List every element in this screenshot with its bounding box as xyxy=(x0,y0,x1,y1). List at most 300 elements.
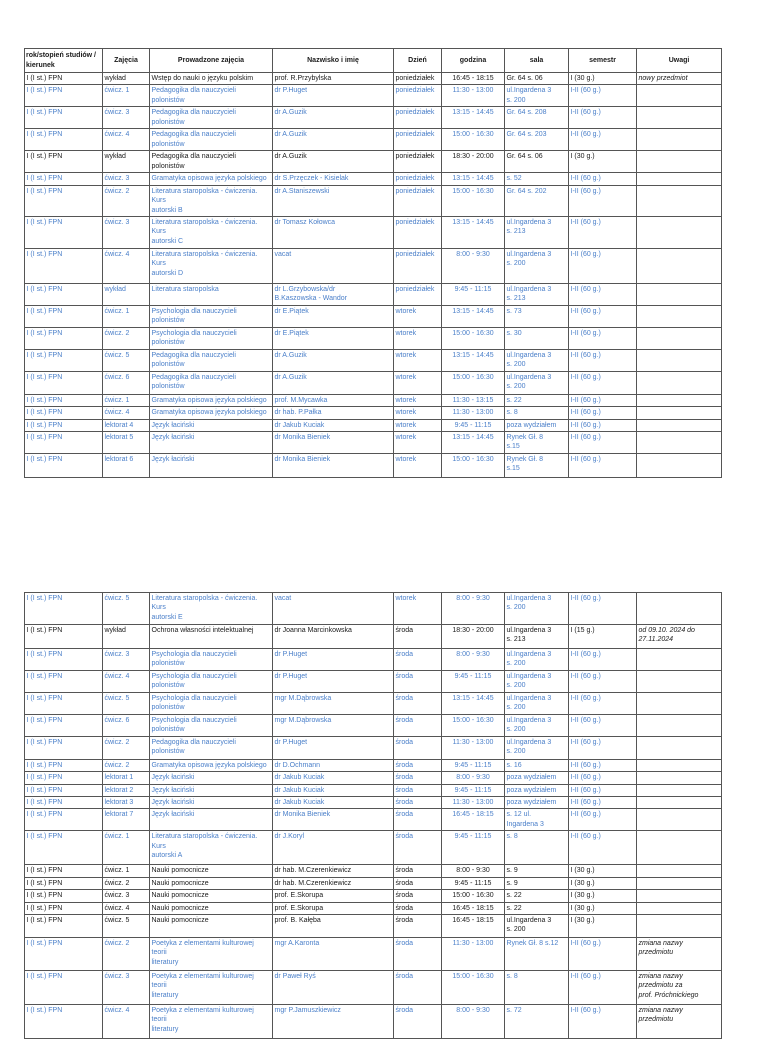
cell-sala-line: s. 200 xyxy=(506,926,526,934)
cell-sala-line: poza wydziałem xyxy=(506,774,557,782)
cell-sala xyxy=(505,151,569,173)
cell-prowadzone-line: Pedagogika dla nauczycieli polonistów xyxy=(151,373,236,391)
cell-zajecia: ćwicz. 6 xyxy=(103,714,150,736)
cell-zajecia: wykład xyxy=(103,284,150,306)
cell-nazwisko-line: dr A.Guzik xyxy=(274,153,307,161)
cell-sala-line: Gr. 64 s. 203 xyxy=(506,131,547,139)
cell-uwagi xyxy=(637,625,722,649)
header-row xyxy=(25,49,722,73)
cell-rok: I (I st.) FPN xyxy=(25,865,103,877)
cell-sala-line: ul.Ingardena 3 xyxy=(506,672,552,680)
cell-godzina: 11:30 - 13:00 xyxy=(442,797,505,809)
cell-prowadzone xyxy=(150,649,273,671)
cell-sala xyxy=(505,129,569,151)
cell-nazwisko xyxy=(273,692,394,714)
cell-semestr: I-II (60 g.) xyxy=(569,593,637,625)
cell-rok: I (I st.) FPN xyxy=(25,692,103,714)
cell-sala-line: poza wydziałem xyxy=(506,799,557,807)
cell-nazwisko xyxy=(273,797,394,809)
cell-semestr: I-II (60 g.) xyxy=(569,107,637,129)
cell-nazwisko xyxy=(273,432,394,454)
cell-prowadzone-line: Wstęp do nauki o języku polskim xyxy=(151,75,254,82)
table-row xyxy=(25,736,722,759)
cell-rok: I (I st.) FPN xyxy=(25,797,103,809)
cell-rok: I (I st.) FPN xyxy=(25,73,103,85)
cell-nazwisko-line: prof. M.Mycawka xyxy=(274,396,328,404)
cell-prowadzone-line: Literatura staropolska - ćwiczenia. xyxy=(151,219,258,227)
cell-uwagi xyxy=(637,349,722,371)
cell-nazwisko-line: dr A.Guzik xyxy=(274,109,307,117)
cell-semestr: I-II (60 g.) xyxy=(569,797,637,809)
cell-sala xyxy=(505,938,569,971)
cell-prowadzone-line: Pedagogika dla nauczycieli polonistów xyxy=(151,131,236,148)
cell-rok: I (I st.) FPN xyxy=(25,649,103,671)
cell-prowadzone-line: Nauki pomocnicze xyxy=(151,917,209,925)
cell-prowadzone xyxy=(150,432,273,454)
cell-dzien: wtorek xyxy=(394,394,442,406)
cell-godzina: 9:45 - 11:15 xyxy=(442,877,505,889)
cell-prowadzone-line: Pedagogika dla nauczycieli polonistów xyxy=(151,153,236,170)
cell-nazwisko-line: prof. E.Skorupa xyxy=(274,904,324,912)
cell-sala-line: Gr. 64 s. 202 xyxy=(506,187,547,195)
cell-zajecia: ćwicz. 1 xyxy=(103,85,150,107)
cell-sala-line: s.15 xyxy=(506,465,520,473)
cell-dzien: środa xyxy=(394,809,442,831)
cell-nazwisko xyxy=(273,670,394,692)
header-sala: sala xyxy=(505,49,569,73)
cell-nazwisko xyxy=(273,249,394,284)
cell-prowadzone xyxy=(150,1005,273,1039)
cell-godzina: 15:00 - 16:30 xyxy=(442,890,505,902)
cell-dzien: wtorek xyxy=(394,454,442,478)
cell-nazwisko xyxy=(273,649,394,671)
cell-rok: I (I st.) FPN xyxy=(25,670,103,692)
cell-nazwisko xyxy=(273,173,394,185)
cell-uwagi xyxy=(637,371,722,394)
table-row xyxy=(25,419,722,431)
table-row xyxy=(25,1005,722,1039)
cell-sala-line: s. 200 xyxy=(506,260,526,268)
cell-dzien: środa xyxy=(394,649,442,671)
cell-dzien: wtorek xyxy=(394,305,442,327)
cell-sala xyxy=(505,784,569,796)
cell-sala-line: s.15 xyxy=(506,443,520,451)
cell-sala-line: s. 72 xyxy=(506,1007,522,1015)
cell-sala-line: s. 12 ul. xyxy=(506,811,532,819)
cell-semestr: I (30 g.) xyxy=(569,877,637,889)
cell-godzina: 13:15 - 14:45 xyxy=(442,692,505,714)
cell-semestr: I-II (60 g.) xyxy=(569,394,637,406)
table-row xyxy=(25,284,722,306)
header-dzien: Dzień xyxy=(394,49,442,73)
cell-uwagi xyxy=(637,915,722,938)
cell-nazwisko xyxy=(273,865,394,877)
table-row xyxy=(25,670,722,692)
cell-nazwisko xyxy=(273,107,394,129)
cell-nazwisko xyxy=(273,772,394,784)
table-row xyxy=(25,797,722,809)
cell-uwagi xyxy=(637,173,722,185)
cell-zajecia: ćwicz. 3 xyxy=(103,173,150,185)
cell-uwagi xyxy=(637,670,722,692)
cell-nazwisko xyxy=(273,593,394,625)
cell-uwagi xyxy=(637,407,722,419)
cell-semestr: I-II (60 g.) xyxy=(569,938,637,971)
cell-prowadzone-line: Ochrona własności intelektualnej xyxy=(151,627,254,634)
cell-dzien: wtorek xyxy=(394,327,442,349)
table-row xyxy=(25,759,722,771)
cell-zajecia: ćwicz. 4 xyxy=(103,407,150,419)
cell-semestr: I-II (60 g.) xyxy=(569,284,637,306)
cell-nazwisko-line: mgr A.Karonta xyxy=(274,940,320,948)
table-row xyxy=(25,173,722,185)
cell-dzien: wtorek xyxy=(394,349,442,371)
cell-nazwisko xyxy=(273,73,394,85)
cell-uwagi xyxy=(637,784,722,796)
cell-dzien: środa xyxy=(394,1005,442,1039)
cell-dzien: środa xyxy=(394,971,442,1005)
cell-semestr: I-II (60 g.) xyxy=(569,432,637,454)
cell-prowadzone xyxy=(150,454,273,478)
cell-prowadzone-line: Poetyka z elementami kulturowej xyxy=(151,973,254,981)
cell-dzien: poniedziałek xyxy=(394,107,442,129)
cell-prowadzone xyxy=(150,915,273,938)
cell-prowadzone xyxy=(150,327,273,349)
cell-zajecia: ćwicz. 3 xyxy=(103,649,150,671)
cell-nazwisko-line: vacat xyxy=(274,251,292,259)
cell-dzien: poniedziałek xyxy=(394,249,442,284)
cell-uwagi xyxy=(637,1005,722,1039)
cell-prowadzone-line: Nauki pomocnicze xyxy=(151,904,209,912)
table-row xyxy=(25,73,722,85)
cell-uwagi xyxy=(637,831,722,865)
cell-dzien: środa xyxy=(394,890,442,902)
cell-prowadzone-line: Pedagogika dla nauczycieli polonistów xyxy=(151,738,236,756)
table-row xyxy=(25,151,722,173)
cell-nazwisko-line: dr Jakub Kuciak xyxy=(274,799,325,807)
cell-dzien: poniedziałek xyxy=(394,73,442,85)
cell-uwagi-line: prof. Próchnickiego xyxy=(638,991,699,999)
cell-prowadzone xyxy=(150,349,273,371)
cell-sala-line: s. 9 xyxy=(506,867,518,875)
cell-dzien: poniedziałek xyxy=(394,217,442,249)
cell-sala-line: s. 30 xyxy=(506,329,522,337)
cell-nazwisko xyxy=(273,454,394,478)
cell-prowadzone xyxy=(150,284,273,306)
cell-uwagi xyxy=(637,877,722,889)
cell-sala-line: s. 200 xyxy=(506,660,526,668)
cell-sala-line: ul.Ingardena 3 xyxy=(506,87,552,95)
table-row xyxy=(25,349,722,371)
cell-nazwisko-line: dr S.Przęczek - Kisielak xyxy=(274,175,349,183)
cell-nazwisko xyxy=(273,371,394,394)
cell-rok: I (I st.) FPN xyxy=(25,394,103,406)
cell-zajecia: ćwicz. 3 xyxy=(103,971,150,1005)
cell-godzina: 15:00 - 16:30 xyxy=(442,971,505,1005)
cell-godzina: 11:30 - 13:00 xyxy=(442,938,505,971)
cell-nazwisko-line: dr A.Guzik xyxy=(274,351,307,359)
cell-zajecia: ćwicz. 2 xyxy=(103,877,150,889)
cell-zajecia: ćwicz. 4 xyxy=(103,902,150,914)
cell-prowadzone-line: Psychologia dla nauczycieli polonistów xyxy=(151,329,237,347)
cell-prowadzone-line: Język łaciński xyxy=(151,456,195,464)
schedule-table-top xyxy=(24,48,722,478)
cell-prowadzone-line: autorski D xyxy=(151,269,184,277)
cell-nazwisko-line: dr Tomasz Kołowca xyxy=(274,219,336,227)
cell-uwagi xyxy=(637,692,722,714)
cell-nazwisko xyxy=(273,407,394,419)
cell-nazwisko xyxy=(273,809,394,831)
cell-rok: I (I st.) FPN xyxy=(25,371,103,394)
cell-semestr: I (30 g.) xyxy=(569,151,637,173)
cell-prowadzone-line: Gramatyka opisowa języka polskiego xyxy=(151,761,267,769)
cell-sala-line: ul.Ingardena 3 xyxy=(506,651,552,658)
cell-sala xyxy=(505,349,569,371)
header-rok: rok/stopień studiów / kierunek xyxy=(25,49,103,73)
cell-prowadzone-line: Kurs xyxy=(151,604,166,612)
cell-rok: I (I st.) FPN xyxy=(25,217,103,249)
cell-sala xyxy=(505,394,569,406)
cell-prowadzone-line: autorski C xyxy=(151,237,184,245)
cell-sala xyxy=(505,902,569,914)
cell-sala-line: ul.Ingardena 3 xyxy=(506,627,552,634)
cell-godzina: 13:15 - 14:45 xyxy=(442,107,505,129)
cell-rok: I (I st.) FPN xyxy=(25,454,103,478)
cell-semestr: I (30 g.) xyxy=(569,902,637,914)
table-row xyxy=(25,305,722,327)
cell-semestr: I-II (60 g.) xyxy=(569,714,637,736)
cell-prowadzone xyxy=(150,407,273,419)
cell-nazwisko xyxy=(273,394,394,406)
cell-prowadzone xyxy=(150,85,273,107)
cell-prowadzone-line: Psychologia dla nauczycieli polonistów xyxy=(151,694,237,712)
cell-sala-line: ul.Ingardena 3 xyxy=(506,595,552,602)
cell-nazwisko-line: dr Jakub Kuciak xyxy=(274,786,325,794)
cell-rok: I (I st.) FPN xyxy=(25,85,103,107)
cell-sala xyxy=(505,692,569,714)
cell-semestr: I-II (60 g.) xyxy=(569,736,637,759)
cell-semestr: I-II (60 g.) xyxy=(569,371,637,394)
table-row xyxy=(25,432,722,454)
cell-prowadzone xyxy=(150,877,273,889)
cell-godzina: 8:00 - 9:30 xyxy=(442,1005,505,1039)
cell-sala-line: ul.Ingardena 3 xyxy=(506,738,552,746)
table-row xyxy=(25,649,722,671)
cell-prowadzone-line: Kurs xyxy=(151,228,166,236)
cell-prowadzone xyxy=(150,784,273,796)
cell-uwagi-line: zmiana nazwy xyxy=(638,1007,683,1015)
cell-sala xyxy=(505,305,569,327)
cell-rok: I (I st.) FPN xyxy=(25,407,103,419)
cell-sala xyxy=(505,670,569,692)
cell-zajecia: wykład xyxy=(103,625,150,649)
cell-nazwisko xyxy=(273,151,394,173)
cell-sala xyxy=(505,759,569,771)
cell-dzien: środa xyxy=(394,714,442,736)
cell-nazwisko-line: dr Paweł Ryś xyxy=(274,973,316,981)
table-row xyxy=(25,217,722,249)
cell-rok: I (I st.) FPN xyxy=(25,327,103,349)
cell-semestr: I-II (60 g.) xyxy=(569,784,637,796)
cell-prowadzone xyxy=(150,670,273,692)
cell-sala-line: s. 200 xyxy=(506,704,526,712)
cell-prowadzone-line: literatury xyxy=(151,1025,179,1033)
cell-uwagi xyxy=(637,593,722,625)
cell-zajecia: ćwicz. 3 xyxy=(103,217,150,249)
cell-godzina: 13:15 - 14:45 xyxy=(442,173,505,185)
cell-prowadzone-line: Język łaciński xyxy=(151,774,195,782)
cell-uwagi xyxy=(637,649,722,671)
cell-sala xyxy=(505,432,569,454)
table-row xyxy=(25,454,722,478)
cell-sala-line: s. 9 xyxy=(506,879,518,887)
cell-dzien: poniedziałek xyxy=(394,129,442,151)
cell-zajecia: ćwicz. 2 xyxy=(103,185,150,216)
cell-rok: I (I st.) FPN xyxy=(25,129,103,151)
cell-godzina: 11:30 - 13:00 xyxy=(442,85,505,107)
cell-nazwisko xyxy=(273,349,394,371)
cell-prowadzone-line: Pedagogika dla nauczycieli polonistów xyxy=(151,351,236,369)
cell-sala xyxy=(505,1005,569,1039)
schedule-table-bottom xyxy=(24,592,722,1039)
table-row xyxy=(25,772,722,784)
cell-sala xyxy=(505,971,569,1005)
cell-nazwisko-line: dr L.Grzybowska/dr xyxy=(274,286,336,294)
cell-zajecia: ćwicz. 5 xyxy=(103,349,150,371)
table-row xyxy=(25,890,722,902)
cell-godzina: 18:30 - 20:00 xyxy=(442,625,505,649)
cell-sala xyxy=(505,915,569,938)
cell-prowadzone xyxy=(150,151,273,173)
cell-prowadzone xyxy=(150,772,273,784)
cell-prowadzone-line: Psychologia dla nauczycieli polonistów xyxy=(151,307,237,325)
cell-godzina: 8:00 - 9:30 xyxy=(442,649,505,671)
cell-rok: I (I st.) FPN xyxy=(25,877,103,889)
table-row xyxy=(25,327,722,349)
cell-uwagi-line: od 09.10. 2024 do xyxy=(638,627,695,634)
cell-dzien: wtorek xyxy=(394,593,442,625)
cell-zajecia: ćwicz. 2 xyxy=(103,736,150,759)
cell-dzien: środa xyxy=(394,772,442,784)
cell-dzien: poniedziałek xyxy=(394,173,442,185)
cell-godzina: 13:15 - 14:45 xyxy=(442,432,505,454)
cell-zajecia: ćwicz. 1 xyxy=(103,305,150,327)
cell-nazwisko-line: prof. R.Przybylska xyxy=(274,75,332,82)
cell-sala xyxy=(505,772,569,784)
cell-zajecia: lektorat 7 xyxy=(103,809,150,831)
cell-nazwisko xyxy=(273,217,394,249)
cell-prowadzone-line: autorski E xyxy=(151,613,183,621)
cell-semestr: I (15 g.) xyxy=(569,625,637,649)
cell-sala xyxy=(505,73,569,85)
cell-godzina: 9:45 - 11:15 xyxy=(442,284,505,306)
cell-sala xyxy=(505,249,569,284)
cell-sala-line: s. 200 xyxy=(506,96,526,104)
cell-nazwisko-line: vacat xyxy=(274,595,292,602)
cell-uwagi xyxy=(637,432,722,454)
cell-zajecia: ćwicz. 1 xyxy=(103,865,150,877)
cell-sala-line: s. 52 xyxy=(506,175,522,183)
cell-sala xyxy=(505,173,569,185)
cell-uwagi xyxy=(637,454,722,478)
cell-nazwisko xyxy=(273,736,394,759)
header-prowadzone: Prowadzone zajęcia xyxy=(150,49,273,73)
cell-prowadzone-line: Język łaciński xyxy=(151,421,195,429)
cell-prowadzone-line: teorii xyxy=(151,982,167,990)
cell-sala-line: s. 200 xyxy=(506,726,526,734)
header-uwagi: Uwagi xyxy=(637,49,722,73)
cell-prowadzone xyxy=(150,217,273,249)
cell-godzina: 16:45 - 18:15 xyxy=(442,902,505,914)
cell-uwagi xyxy=(637,772,722,784)
cell-uwagi-line: zmiana nazwy xyxy=(638,973,683,981)
cell-sala-line: s. 200 xyxy=(506,361,526,369)
cell-sala xyxy=(505,736,569,759)
cell-sala xyxy=(505,625,569,649)
cell-sala-line: Gr. 64 s. 06 xyxy=(506,153,543,161)
cell-nazwisko xyxy=(273,625,394,649)
cell-sala-line: Rynek Gł. 8 xyxy=(506,434,544,442)
cell-prowadzone-line: Nauki pomocnicze xyxy=(151,892,209,900)
cell-godzina: 15:00 - 16:30 xyxy=(442,129,505,151)
cell-sala-line: ul.Ingardena 3 xyxy=(506,286,552,294)
table-row xyxy=(25,784,722,796)
cell-uwagi-line: nowy przedmiot xyxy=(638,75,688,82)
cell-nazwisko xyxy=(273,902,394,914)
cell-sala-line: ul.Ingardena 3 xyxy=(506,694,552,702)
cell-zajecia: lektorat 1 xyxy=(103,772,150,784)
cell-dzien: środa xyxy=(394,759,442,771)
cell-nazwisko-line: dr J.Koryl xyxy=(274,833,305,841)
cell-prowadzone-line: Pedagogika dla nauczycieli polonistów xyxy=(151,109,236,126)
cell-zajecia: ćwicz. 1 xyxy=(103,831,150,865)
cell-nazwisko-line: dr A.Staniszewski xyxy=(274,187,330,195)
table-row xyxy=(25,107,722,129)
cell-prowadzone-line: Gramatyka opisowa języka polskiego xyxy=(151,175,267,183)
cell-prowadzone xyxy=(150,797,273,809)
cell-uwagi xyxy=(637,938,722,971)
cell-prowadzone xyxy=(150,692,273,714)
cell-rok: I (I st.) FPN xyxy=(25,432,103,454)
cell-prowadzone-line: teorii xyxy=(151,1016,167,1024)
table-row xyxy=(25,593,722,625)
cell-sala xyxy=(505,809,569,831)
cell-zajecia: lektorat 2 xyxy=(103,784,150,796)
cell-prowadzone-line: Gramatyka opisowa języka polskiego xyxy=(151,409,267,417)
cell-godzina: 8:00 - 9:30 xyxy=(442,249,505,284)
cell-rok: I (I st.) FPN xyxy=(25,915,103,938)
cell-rok: I (I st.) FPN xyxy=(25,772,103,784)
cell-nazwisko xyxy=(273,85,394,107)
cell-zajecia: lektorat 5 xyxy=(103,432,150,454)
cell-prowadzone-line: Psychologia dla nauczycieli polonistów xyxy=(151,716,237,734)
cell-semestr: I-II (60 g.) xyxy=(569,129,637,151)
cell-semestr: I (30 g.) xyxy=(569,890,637,902)
table-row xyxy=(25,394,722,406)
cell-prowadzone-line: Nauki pomocnicze xyxy=(151,879,209,887)
cell-rok: I (I st.) FPN xyxy=(25,736,103,759)
cell-nazwisko xyxy=(273,327,394,349)
cell-godzina: 13:15 - 14:45 xyxy=(442,217,505,249)
cell-zajecia: lektorat 3 xyxy=(103,797,150,809)
cell-semestr: I-II (60 g.) xyxy=(569,217,637,249)
cell-zajecia: ćwicz. 2 xyxy=(103,759,150,771)
cell-dzien: środa xyxy=(394,625,442,649)
cell-uwagi xyxy=(637,151,722,173)
cell-prowadzone-line: autorski A xyxy=(151,852,183,860)
cell-prowadzone-line: Poetyka z elementami kulturowej xyxy=(151,940,254,948)
cell-prowadzone xyxy=(150,394,273,406)
